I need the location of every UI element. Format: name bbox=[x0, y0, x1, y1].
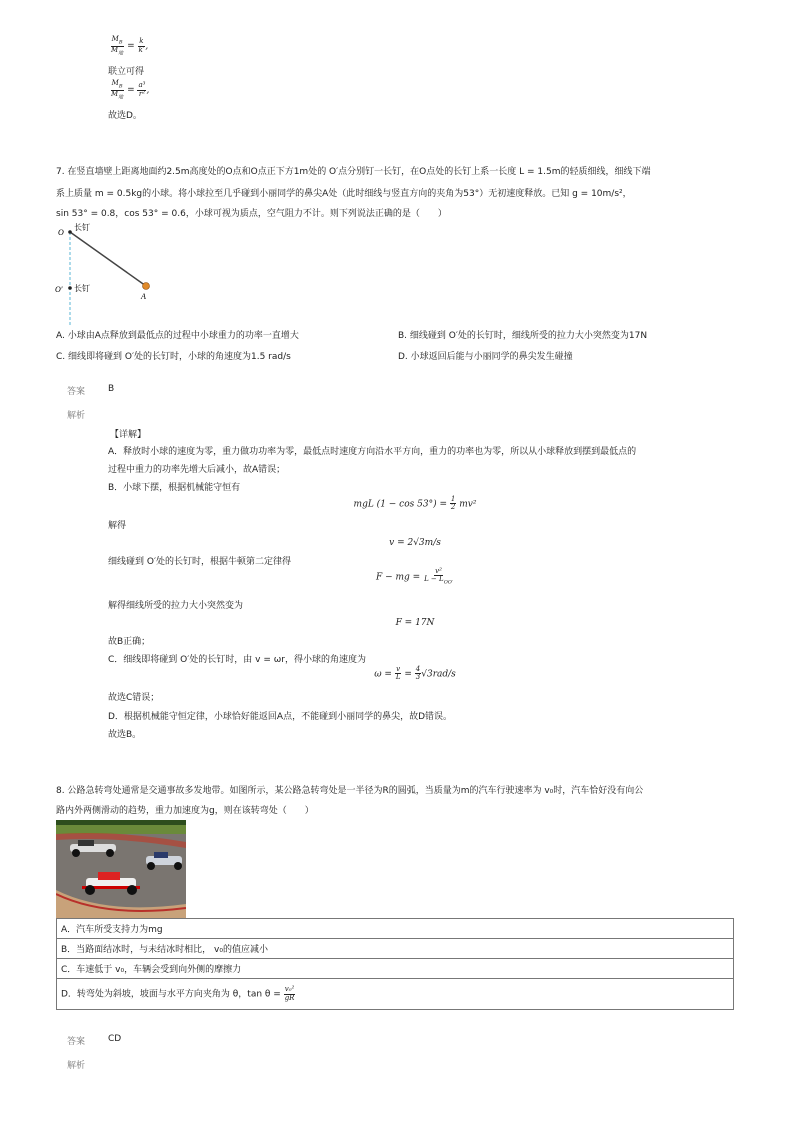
q8-analysis-label: 解析 bbox=[67, 1061, 86, 1071]
q7-option-b[interactable]: B. 细线碰到 O′处的长钉时，细线所受的拉力大小突然变为17N bbox=[398, 331, 648, 341]
q7-stem-line2: 系上质量 m = 0.5kg的小球。将小球拉至几乎碰到小丽同学的鼻尖A处（此时细线与竖直方向的夹角为53°）无初速度释放。已知 g = 10m/s²， bbox=[56, 189, 632, 199]
equation-energy: mgL (1 − cos 53°) = $\frac{1}{2}$ mv² bbox=[353, 495, 477, 512]
detail-a-2: 过程中重力的功率先增大后减小，故A错误； bbox=[108, 465, 286, 475]
combine-text: 联立可得 bbox=[108, 67, 145, 77]
q8-options-table bbox=[56, 918, 734, 1010]
q8-answer-value: CD bbox=[108, 1034, 122, 1044]
q7-option-c[interactable]: C. 细线即将碰到 O′处的长钉时，小球的角速度为1.5 rad/s bbox=[56, 352, 291, 362]
detail-d: D．根据机械能守恒定律，小球恰好能返回A点，不能碰到小丽同学的鼻尖，故D错误。 bbox=[108, 712, 453, 722]
q8-option-d[interactable]: D．转弯处为斜坡，坡面与水平方向夹角为 θ，tan θ = $\frac{\text{v₀²}}{gR}$ bbox=[57, 979, 734, 1010]
b-correct: 故B正确； bbox=[108, 637, 151, 647]
point-o bbox=[68, 230, 72, 234]
label-o-nail: 长钉 bbox=[74, 223, 90, 232]
detail-c: C．细线即将碰到 O′处的长钉时，由 v = ωr，得小球的角速度为 bbox=[108, 655, 366, 665]
q7-stem-line1: 7. 在竖直墙壁上距离地面约2.5m高度处的O点和O点正下方1m处的 O′点分别钉一长钉，在O点处的长钉上系一长度 L = 1.5m的轻质细线，细线下端 bbox=[56, 167, 651, 177]
q8-option-b[interactable]: B．当路面结冰时，与未结冰时相比， v₀的值应减小 bbox=[57, 939, 734, 959]
label-a: A bbox=[141, 292, 146, 301]
q7-answer-value: B bbox=[108, 384, 115, 394]
q8-answer-label: 答案 bbox=[67, 1037, 86, 1047]
label-o-prime-nail: 长钉 bbox=[74, 284, 90, 293]
equation-omega: ω = $\frac{v}{L}$ = $\frac{4}{3}$ √3rad/s bbox=[374, 665, 456, 682]
string-line bbox=[70, 232, 146, 286]
label-o-prime: O′ bbox=[55, 285, 63, 294]
q7-stem-line3: sin 53° = 0.8，cos 53° = 0.6，小球可视为质点，空气阻力不计。则下列说法正确的是（ ） bbox=[56, 209, 447, 219]
q7-option-d[interactable]: D. 小球返回后能与小丽同学的鼻尖发生碰撞 bbox=[398, 352, 573, 362]
ratio-2: $\frac{M_B}{M_地}$ = $\frac{\text{a³}}{\text{r²}}$ , bbox=[111, 79, 150, 101]
q8-option-a[interactable]: A．汽车所受支持力为mg bbox=[57, 919, 734, 939]
prev-answer: 故选D。 bbox=[108, 111, 142, 121]
c-wrong: 故选C错误； bbox=[108, 693, 160, 703]
detail-b: B．小球下摆，根据机械能守恒有 bbox=[108, 483, 241, 493]
q8-stem-line1: 8. 公路急转弯处通常是交通事故多发地带。如图所示，某公路急转弯处是一半径为R的圆弧，当质量为m的汽车行驶速率为 v₀时，汽车恰好没有向公 bbox=[56, 786, 644, 796]
detail-a-1: A．释放时小球的速度为零，重力做功功率为零，最低点时速度方向沿水平方向，重力的功率也为零，所以从小球释放到摆到最低点的 bbox=[108, 447, 637, 457]
ratio-1: $\frac{M_B}{M_地}$ = $\frac{k}{k'}$ , bbox=[111, 35, 149, 57]
ball bbox=[143, 283, 150, 290]
q7-option-a[interactable]: A. 小球由A点释放到最低点的过程中小球重力的功率一直增大 bbox=[56, 331, 299, 341]
touch-text: 细线碰到 O′处的长钉时，根据牛顿第二定律得 bbox=[108, 557, 291, 567]
equation-newton: F − mg = $\frac{\text{v²}}{L - L_{OO'}}$ bbox=[375, 567, 454, 586]
equation-tension: F = 17N bbox=[395, 618, 435, 628]
tension-text: 解得细线所受的拉力大小突然变为 bbox=[108, 601, 244, 611]
q8-option-c[interactable]: C．车速低于 v₀，车辆会受到向外侧的摩擦力 bbox=[57, 959, 734, 979]
label-o: O bbox=[58, 228, 64, 237]
q7-answer-label: 答案 bbox=[67, 387, 86, 397]
q7-analysis-label: 解析 bbox=[67, 411, 86, 421]
solve-1: 解得 bbox=[108, 521, 127, 531]
point-o-prime bbox=[68, 286, 72, 290]
equation-velocity: v = 2√3m/s bbox=[389, 538, 441, 548]
q8-race-photo bbox=[56, 820, 186, 918]
q7-pendulum-figure bbox=[54, 222, 164, 326]
detail-title: 【详解】 bbox=[110, 430, 147, 440]
q7-final: 故选B。 bbox=[108, 730, 142, 740]
q8-stem-line2: 路内外两侧滑动的趋势，重力加速度为g，则在该转弯处（ ） bbox=[56, 806, 314, 816]
